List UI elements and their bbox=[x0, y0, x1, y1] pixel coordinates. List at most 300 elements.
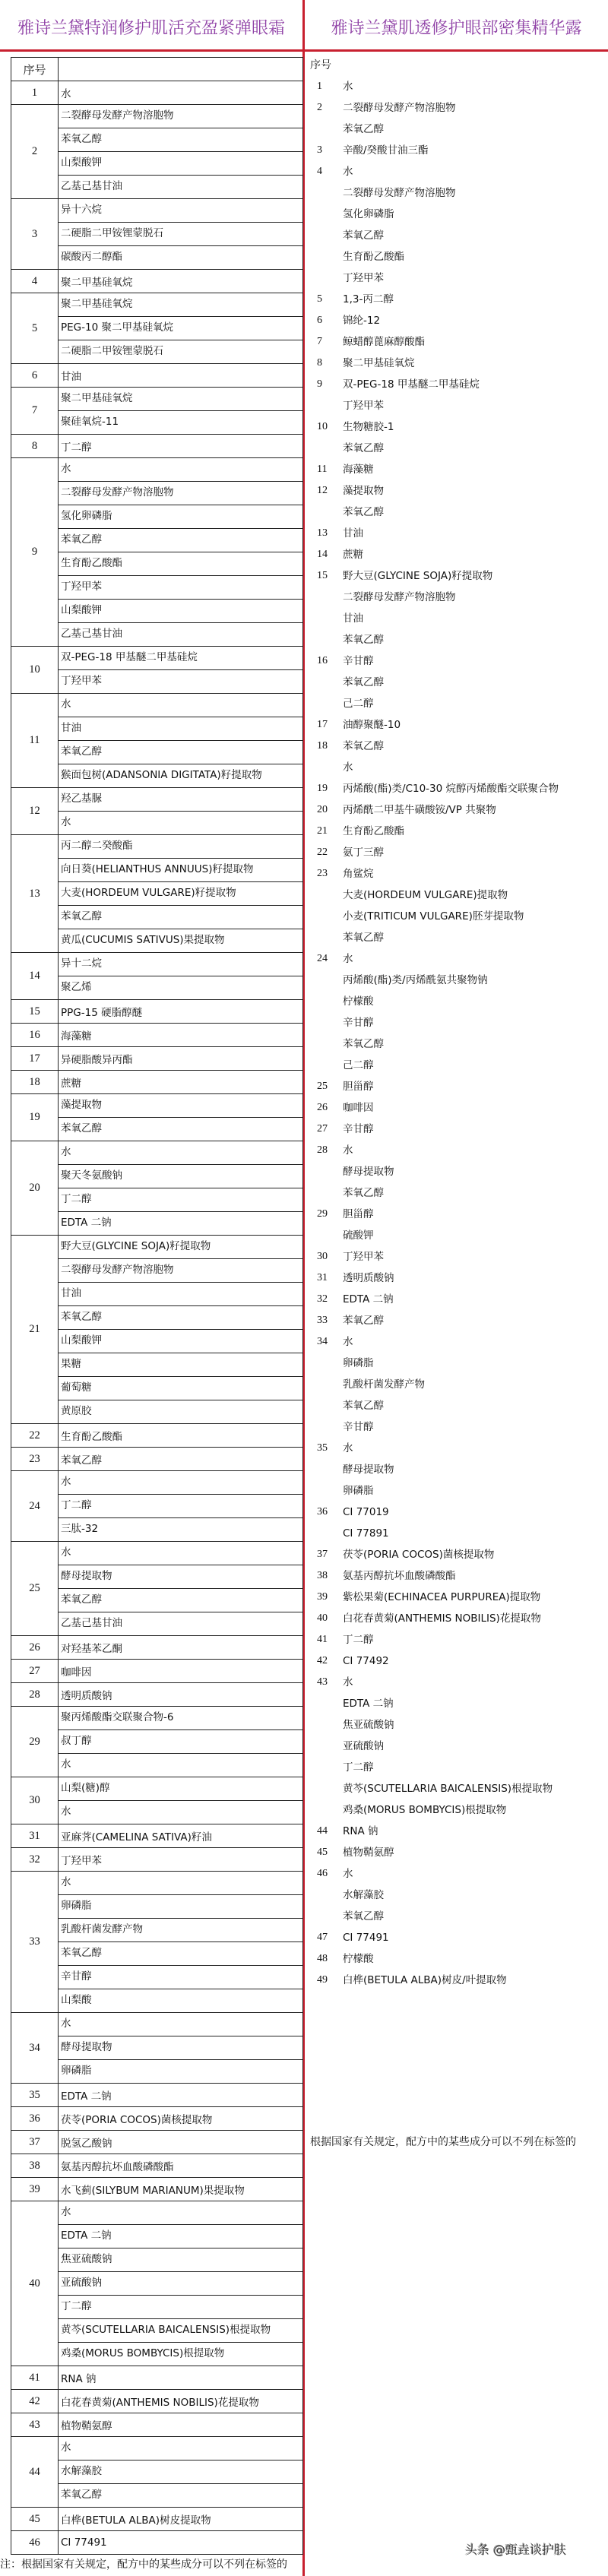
ingredient-cell: 聚二甲基硅氧烷 bbox=[59, 388, 303, 411]
ingredient-name: 硫酸钾 bbox=[343, 1229, 374, 1242]
ingredient-name: 野大豆(GLYCINE SOJA)籽提取物 bbox=[343, 570, 493, 582]
table-row bbox=[11, 2437, 303, 2460]
item-index: 22 bbox=[317, 847, 328, 858]
list-item bbox=[305, 823, 608, 844]
ingredient-cell: 水 bbox=[59, 2201, 303, 2225]
ingredient-cell: 丁羟甲苯 bbox=[59, 1848, 303, 1872]
ingredient-cell: 苯氧乙醇 bbox=[59, 1118, 303, 1141]
item-index: 44 bbox=[317, 1825, 328, 1837]
item-index: 2 bbox=[317, 102, 322, 113]
row-index: 33 bbox=[11, 1872, 59, 2013]
list-item bbox=[305, 1631, 608, 1653]
list-item bbox=[305, 142, 608, 163]
ingredient-cell: 水 bbox=[59, 458, 303, 482]
list-item bbox=[305, 1568, 608, 1589]
table-row bbox=[11, 105, 303, 128]
item-index: 35 bbox=[317, 1442, 328, 1454]
list-item bbox=[305, 355, 608, 376]
ingredient-cell: 透明质酸钠 bbox=[59, 1683, 303, 1707]
list-item bbox=[305, 1653, 608, 1674]
ingredient-cell: 卵磷脂 bbox=[59, 2060, 303, 2084]
row-index: 37 bbox=[11, 2131, 59, 2154]
ingredient-cell: 二裂酵母发酵产物溶胞物 bbox=[59, 482, 303, 505]
table-row bbox=[11, 435, 303, 458]
list-item bbox=[305, 1248, 608, 1270]
table-row bbox=[11, 81, 303, 105]
ingredient-cell: 聚硅氧烷-11 bbox=[59, 411, 303, 435]
ingredient-cell: 茯苓(PORIA COCOS)菌核提取物 bbox=[59, 2107, 303, 2131]
list-item bbox=[305, 1142, 608, 1206]
row-index: 22 bbox=[11, 1424, 59, 1448]
ingredient-name: 白桦(BETULA ALBA)树皮/叶提取物 bbox=[343, 1974, 507, 1986]
ingredient-cell: EDTA 二钠 bbox=[59, 2084, 303, 2107]
list-item bbox=[305, 653, 608, 717]
item-index: 4 bbox=[317, 166, 322, 177]
table-row bbox=[11, 1047, 303, 1071]
table-row bbox=[11, 2531, 303, 2555]
ingredient-name: 柠檬酸 bbox=[343, 995, 374, 1008]
table-header-row bbox=[11, 58, 303, 81]
row-index: 14 bbox=[11, 953, 59, 1000]
table-row bbox=[11, 1707, 303, 1730]
ingredient-cell: 焦亚硫酸钠 bbox=[59, 2248, 303, 2272]
item-index: 38 bbox=[317, 1570, 328, 1581]
ingredient-cell: 卵磷脂 bbox=[59, 1895, 303, 1919]
list-item bbox=[305, 525, 608, 546]
row-index: 24 bbox=[11, 1471, 59, 1542]
row-index: 31 bbox=[11, 1824, 59, 1848]
ingredient-cell: 苯氧乙醇 bbox=[59, 741, 303, 764]
ingredient-name: 甘油 bbox=[343, 612, 363, 625]
row-index: 36 bbox=[11, 2107, 59, 2131]
ingredient-cell: 水 bbox=[59, 2013, 303, 2036]
item-index: 12 bbox=[317, 485, 328, 496]
row-index: 15 bbox=[11, 1000, 59, 1024]
list-item bbox=[305, 1504, 608, 1546]
table-row bbox=[11, 1094, 303, 1118]
list-item bbox=[305, 780, 608, 802]
ingredient-name: 苯氧乙醇 bbox=[343, 506, 384, 518]
list-item bbox=[305, 419, 608, 461]
item-index: 16 bbox=[317, 655, 328, 666]
list-item bbox=[305, 546, 608, 568]
item-index: 36 bbox=[317, 1506, 328, 1517]
list-item bbox=[305, 291, 608, 312]
ingredient-cell: 聚二甲基硅氧烷 bbox=[59, 270, 303, 293]
ingredient-cell: 二裂酵母发酵产物溶胞物 bbox=[59, 1259, 303, 1283]
item-index: 10 bbox=[317, 421, 328, 432]
table-row bbox=[11, 1141, 303, 1165]
ingredient-cell: 双-PEG-18 甲基醚二甲基硅烷 bbox=[59, 647, 303, 670]
table-row bbox=[11, 1848, 303, 1872]
list-item bbox=[305, 1866, 608, 1929]
item-index: 41 bbox=[317, 1634, 328, 1645]
item-index: 8 bbox=[317, 357, 322, 369]
ingredient-name: 丙烯酰二甲基牛磺酸铵/VP 共聚物 bbox=[343, 804, 496, 816]
row-index: 2 bbox=[11, 105, 59, 199]
item-index: 5 bbox=[317, 293, 322, 305]
ingredient-cell: 二硬脂二甲铵锂蒙脱石 bbox=[59, 340, 303, 364]
row-index: 12 bbox=[11, 788, 59, 835]
table-row bbox=[11, 270, 303, 293]
ingredient-name: 苯氧乙醇 bbox=[343, 1910, 384, 1923]
ingredient-cell: 水 bbox=[59, 2437, 303, 2460]
ingredient-cell: 水 bbox=[59, 1471, 303, 1495]
item-index: 7 bbox=[317, 336, 322, 347]
list-item bbox=[305, 334, 608, 355]
row-index: 9 bbox=[11, 458, 59, 647]
ingredient-cell: 苯氧乙醇 bbox=[59, 1942, 303, 1966]
ingredient-name: 水 bbox=[343, 1676, 353, 1688]
ingredient-cell: 异十六烷 bbox=[59, 199, 303, 223]
ingredient-name: 白花春黄菊(ANTHEMIS NOBILIS)花提取物 bbox=[343, 1612, 541, 1625]
ingredient-name: CI 77019 bbox=[343, 1506, 389, 1518]
row-index: 38 bbox=[11, 2154, 59, 2178]
list-item bbox=[305, 461, 608, 483]
ingredient-cell: 酵母提取物 bbox=[59, 2036, 303, 2060]
item-index: 11 bbox=[317, 464, 328, 475]
ingredient-cell: 果糖 bbox=[59, 1353, 303, 1377]
item-index: 31 bbox=[317, 1272, 328, 1283]
list-item bbox=[305, 1100, 608, 1121]
list-item bbox=[305, 1589, 608, 1610]
table-row bbox=[11, 2013, 303, 2036]
row-index: 1 bbox=[11, 81, 59, 105]
row-index: 21 bbox=[11, 1236, 59, 1424]
ingredient-name: 咖啡因 bbox=[343, 1102, 374, 1114]
item-index: 42 bbox=[317, 1655, 328, 1666]
list-item bbox=[305, 1610, 608, 1631]
ingredient-name: 聚二甲基硅氧烷 bbox=[343, 357, 415, 369]
ingredient-name: 生育酚乙酸酯 bbox=[343, 251, 404, 263]
ingredient-cell: 黄瓜(CUCUMIS SATIVUS)果提取物 bbox=[59, 929, 303, 953]
ingredient-name: 苯氧乙醇 bbox=[343, 123, 384, 135]
item-index: 27 bbox=[317, 1123, 328, 1135]
ingredient-name: 氨丁三醇 bbox=[343, 847, 384, 859]
ingredient-cell: 黄芩(SCUTELLARIA BAICALENSIS)根提取物 bbox=[59, 2319, 303, 2343]
table-row bbox=[11, 2390, 303, 2413]
list-item bbox=[305, 1844, 608, 1866]
item-index: 29 bbox=[317, 1208, 328, 1220]
row-index: 13 bbox=[11, 835, 59, 953]
item-index: 49 bbox=[317, 1974, 328, 1986]
ingredient-cell: 苯氧乙醇 bbox=[59, 1306, 303, 1330]
ingredient-name: CI 77492 bbox=[343, 1655, 389, 1667]
table-row bbox=[11, 788, 303, 812]
ingredient-cell: 苯氧乙醇 bbox=[59, 1448, 303, 1471]
ingredient-cell: EDTA 二钠 bbox=[59, 1212, 303, 1236]
ingredient-cell: RNA 钠 bbox=[59, 2366, 303, 2390]
item-index: 26 bbox=[317, 1102, 328, 1113]
ingredient-name: 己二醇 bbox=[343, 1059, 374, 1071]
ingredient-name: 氨基丙醇抗坏血酸磷酸酯 bbox=[343, 1570, 456, 1582]
table-row bbox=[11, 1683, 303, 1707]
row-index: 10 bbox=[11, 647, 59, 694]
row-index: 28 bbox=[11, 1683, 59, 1707]
row-index: 18 bbox=[11, 1071, 59, 1094]
list-item bbox=[305, 376, 608, 419]
ingredient-name: 水 bbox=[343, 1442, 353, 1454]
row-index: 35 bbox=[11, 2084, 59, 2107]
ingredient-cell: 丁二醇 bbox=[59, 1188, 303, 1212]
table-row bbox=[11, 2366, 303, 2390]
ingredient-cell: 蔗糖 bbox=[59, 1071, 303, 1094]
item-index: 9 bbox=[317, 378, 322, 390]
ingredient-cell: 大麦(HORDEUM VULGARE)籽提取物 bbox=[59, 882, 303, 906]
ingredient-cell: 山梨酸钾 bbox=[59, 600, 303, 623]
row-index: 16 bbox=[11, 1024, 59, 1047]
list-item bbox=[305, 844, 608, 866]
ingredient-cell: 水 bbox=[59, 1754, 303, 1777]
ingredient-name: 双-PEG-18 甲基醚二甲基硅烷 bbox=[343, 378, 480, 391]
ingredient-cell: 三肽-32 bbox=[59, 1518, 303, 1542]
ingredient-name: 丁羟甲苯 bbox=[343, 272, 384, 284]
ingredient-cell: 脱氢乙酸钠 bbox=[59, 2131, 303, 2154]
item-index: 13 bbox=[317, 527, 328, 539]
ingredient-name: 胆甾醇 bbox=[343, 1081, 374, 1093]
table-row bbox=[11, 1471, 303, 1495]
list-item bbox=[305, 1929, 608, 1951]
ingredient-name: 丙烯酸(酯)类/丙烯酰氨共聚物钠 bbox=[343, 974, 488, 986]
ingredient-cell: 山梨(糖)醇 bbox=[59, 1777, 303, 1801]
table-row bbox=[11, 2201, 303, 2225]
ingredient-cell: 亚硫酸钠 bbox=[59, 2272, 303, 2296]
ingredient-name: 苯氧乙醇 bbox=[343, 1187, 384, 1199]
table-row bbox=[11, 1660, 303, 1683]
item-index: 14 bbox=[317, 549, 328, 560]
ingredient-cell: 氨基丙醇抗坏血酸磷酸酯 bbox=[59, 2154, 303, 2178]
list-item bbox=[305, 802, 608, 823]
ingredient-name: 亚硫酸钠 bbox=[343, 1740, 384, 1752]
list-item bbox=[305, 1206, 608, 1248]
ingredient-name: 水 bbox=[343, 1144, 353, 1157]
item-index: 17 bbox=[317, 719, 328, 730]
item-index: 34 bbox=[317, 1336, 328, 1347]
table-row bbox=[11, 2131, 303, 2154]
ingredient-cell: 水 bbox=[59, 1801, 303, 1824]
table-row bbox=[11, 1777, 303, 1801]
item-index: 21 bbox=[317, 825, 328, 837]
ingredient-name: 水 bbox=[343, 1336, 353, 1348]
ingredient-name: 水 bbox=[343, 1868, 353, 1880]
table-row bbox=[11, 2508, 303, 2531]
ingredient-name: 二裂酵母发酵产物溶胞物 bbox=[343, 591, 456, 603]
ingredient-name: 胆甾醇 bbox=[343, 1208, 374, 1220]
ingredient-name: 苯氧乙醇 bbox=[343, 676, 384, 688]
table-row bbox=[11, 694, 303, 717]
ingredient-name: 小麦(TRITICUM VULGARE)胚芽提取物 bbox=[343, 910, 524, 922]
row-index: 46 bbox=[11, 2531, 59, 2555]
ingredient-cell: 亚麻荠(CAMELINA SATIVA)籽油 bbox=[59, 1824, 303, 1848]
ingredient-name: 柠檬酸 bbox=[343, 1953, 374, 1965]
ingredient-name: 苯氧乙醇 bbox=[343, 932, 384, 944]
ingredient-name: 丁羟甲苯 bbox=[343, 400, 384, 412]
ingredient-cell: 山梨酸钾 bbox=[59, 1330, 303, 1353]
row-index: 27 bbox=[11, 1660, 59, 1683]
row-index: 44 bbox=[11, 2437, 59, 2508]
ingredient-cell: 甘油 bbox=[59, 1283, 303, 1306]
item-index: 48 bbox=[317, 1953, 328, 1964]
ingredient-name: 油醇聚醚-10 bbox=[343, 719, 401, 731]
ingredient-cell: 山梨酸 bbox=[59, 1989, 303, 2013]
ingredient-name: 乳酸杆菌发酵产物 bbox=[343, 1378, 425, 1391]
list-item bbox=[305, 951, 608, 1078]
item-index: 1 bbox=[317, 81, 322, 92]
row-index: 6 bbox=[11, 364, 59, 388]
ingredient-name: 水 bbox=[343, 166, 353, 178]
ingredient-cell: 丁羟甲苯 bbox=[59, 576, 303, 600]
table-row bbox=[11, 647, 303, 670]
row-index: 11 bbox=[11, 694, 59, 788]
row-index: 42 bbox=[11, 2390, 59, 2413]
ingredient-cell: 向日葵(HELIANTHUS ANNUUS)籽提取物 bbox=[59, 859, 303, 882]
item-index: 15 bbox=[317, 570, 328, 581]
ingredient-name: 辛甘醇 bbox=[343, 1017, 374, 1029]
ingredient-cell: 二裂酵母发酵产物溶胞物 bbox=[59, 105, 303, 128]
ingredient-name: CI 77891 bbox=[343, 1527, 389, 1540]
ingredient-name: 焦亚硫酸钠 bbox=[343, 1719, 394, 1731]
ingredient-cell: 丙二醇二癸酸酯 bbox=[59, 835, 303, 859]
ingredient-name: 丙烯酸(酯)类/C10-30 烷醇丙烯酸酯交联聚合物 bbox=[343, 783, 559, 795]
ingredient-cell: 聚丙烯酸酯交联聚合物-6 bbox=[59, 1707, 303, 1730]
ingredient-name: 辛甘醇 bbox=[343, 1123, 374, 1135]
list-item bbox=[305, 163, 608, 291]
item-index: 32 bbox=[317, 1293, 328, 1305]
ingredient-name: 二裂酵母发酵产物溶胞物 bbox=[343, 102, 456, 114]
ingredient-name: 紫松果菊(ECHINACEA PURPUREA)提取物 bbox=[343, 1591, 541, 1603]
ingredient-cell: 羟乙基脲 bbox=[59, 788, 303, 812]
ingredient-name: 茯苓(PORIA COCOS)菌核提取物 bbox=[343, 1549, 495, 1561]
ingredient-cell: 野大豆(GLYCINE SOJA)籽提取物 bbox=[59, 1236, 303, 1259]
ingredient-name: 藻提取物 bbox=[343, 485, 384, 497]
ingredient-cell: EDTA 二钠 bbox=[59, 2225, 303, 2248]
ingredient-name: 1,3-丙二醇 bbox=[343, 293, 394, 305]
row-index: 43 bbox=[11, 2413, 59, 2437]
table-row bbox=[11, 1542, 303, 1565]
ingredient-cell: 海藻糖 bbox=[59, 1024, 303, 1047]
ingredient-name: 黄芩(SCUTELLARIA BAICALENSIS)根提取物 bbox=[343, 1783, 553, 1795]
ingredient-cell: 乙基己基甘油 bbox=[59, 1612, 303, 1636]
ingredient-cell: 丁二醇 bbox=[59, 2296, 303, 2319]
list-item bbox=[305, 1674, 608, 1823]
ingredient-cell: 白花春黄菊(ANTHEMIS NOBILIS)花提取物 bbox=[59, 2390, 303, 2413]
list-item bbox=[305, 483, 608, 525]
ingredient-cell: 水飞蓟(SILYBUM MARIANUM)果提取物 bbox=[59, 2178, 303, 2201]
row-index: 7 bbox=[11, 388, 59, 435]
ingredient-name: 苯氧乙醇 bbox=[343, 1315, 384, 1327]
ingredient-name: 水 bbox=[343, 81, 353, 93]
table-row bbox=[11, 2154, 303, 2178]
list-item bbox=[305, 866, 608, 951]
ingredient-name: 辛甘醇 bbox=[343, 1421, 374, 1433]
ingredient-cell: 苯氧乙醇 bbox=[59, 1589, 303, 1612]
list-item bbox=[305, 1334, 608, 1440]
ingredient-cell: 甘油 bbox=[59, 364, 303, 388]
row-index: 41 bbox=[11, 2366, 59, 2390]
ingredient-name: 酵母提取物 bbox=[343, 1166, 394, 1178]
table-row bbox=[11, 1824, 303, 1848]
table-row bbox=[11, 1872, 303, 1895]
ingredient-name: 卵磷脂 bbox=[343, 1357, 374, 1369]
ingredient-cell: 氢化卵磷脂 bbox=[59, 505, 303, 529]
table-row bbox=[11, 2107, 303, 2131]
row-index: 26 bbox=[11, 1636, 59, 1660]
ingredient-name: 苯氧乙醇 bbox=[343, 1400, 384, 1412]
table-row bbox=[11, 2084, 303, 2107]
ingredient-name: 辛酸/癸酸甘油三酯 bbox=[343, 144, 429, 157]
list-item bbox=[305, 100, 608, 142]
table-row bbox=[11, 2413, 303, 2437]
header-divider bbox=[0, 49, 608, 52]
ingredient-cell: 聚乙烯 bbox=[59, 976, 303, 1000]
ingredient-name: 海藻糖 bbox=[343, 464, 374, 476]
ingredient-cell: 生育酚乙酸酯 bbox=[59, 1424, 303, 1448]
ingredient-cell: 水解藻胶 bbox=[59, 2460, 303, 2484]
item-index: 39 bbox=[317, 1591, 328, 1603]
ingredient-name: 苯氧乙醇 bbox=[343, 442, 384, 454]
right-product-title: 雅诗兰黛肌透修护眼部密集精华露 bbox=[331, 19, 582, 38]
list-item bbox=[305, 568, 608, 653]
right-footnote: 根据国家有关规定，配方中的某些成分可以不列在标签的 bbox=[310, 2136, 576, 2148]
ingredient-cell: 水 bbox=[59, 81, 303, 105]
ingredient-name: 苯氧乙醇 bbox=[343, 229, 384, 242]
list-item bbox=[305, 1291, 608, 1312]
ingredient-cell: 丁二醇 bbox=[59, 1495, 303, 1518]
ingredient-cell: 苯氧乙醇 bbox=[59, 906, 303, 929]
table-row bbox=[11, 1636, 303, 1660]
list-item bbox=[305, 738, 608, 780]
ingredient-name: 锦纶-12 bbox=[343, 315, 381, 327]
list-item bbox=[305, 1546, 608, 1568]
ingredient-name: 角鲨烷 bbox=[343, 868, 374, 880]
row-index: 8 bbox=[11, 435, 59, 458]
ingredient-name: 卵磷脂 bbox=[343, 1485, 374, 1497]
item-index: 30 bbox=[317, 1251, 328, 1262]
table-row bbox=[11, 2178, 303, 2201]
ingredient-cell: 异十二烷 bbox=[59, 953, 303, 976]
ingredient-name: 大麦(HORDEUM VULGARE)提取物 bbox=[343, 889, 508, 901]
ingredient-name: 水 bbox=[343, 953, 353, 965]
ingredient-name: 蔗糖 bbox=[343, 549, 363, 561]
ingredient-cell: 鸡桑(MORUS BOMBYCIS)根提取物 bbox=[59, 2343, 303, 2366]
table-row bbox=[11, 835, 303, 859]
ingredient-name: 辛甘醇 bbox=[343, 655, 374, 667]
ingredient-cell: 异硬脂酸异丙酯 bbox=[59, 1047, 303, 1071]
ingredient-cell: 生育酚乙酸酯 bbox=[59, 552, 303, 576]
ingredient-name: 水解藻胶 bbox=[343, 1889, 384, 1901]
ingredient-cell: 聚天冬氨酸钠 bbox=[59, 1165, 303, 1188]
ingredient-name: 氢化卵磷脂 bbox=[343, 208, 394, 220]
item-index: 25 bbox=[317, 1081, 328, 1092]
ingredient-cell: 对羟基苯乙酮 bbox=[59, 1636, 303, 1660]
row-index: 40 bbox=[11, 2201, 59, 2366]
row-index: 19 bbox=[11, 1094, 59, 1141]
item-index: 20 bbox=[317, 804, 328, 815]
ingredient-cell: 酵母提取物 bbox=[59, 1565, 303, 1589]
right-index-header: 序号 bbox=[310, 59, 331, 71]
row-index: 4 bbox=[11, 270, 59, 293]
ingredient-cell: 碳酸丙二醇酯 bbox=[59, 246, 303, 270]
table-row bbox=[11, 1236, 303, 1259]
ingredient-name: 苯氧乙醇 bbox=[343, 1038, 384, 1050]
table-row bbox=[11, 953, 303, 976]
item-index: 45 bbox=[317, 1847, 328, 1858]
ingredient-cell: 辛甘醇 bbox=[59, 1966, 303, 1989]
item-index: 18 bbox=[317, 740, 328, 752]
item-index: 47 bbox=[317, 1932, 328, 1943]
row-index: 30 bbox=[11, 1777, 59, 1824]
item-index: 46 bbox=[317, 1868, 328, 1879]
